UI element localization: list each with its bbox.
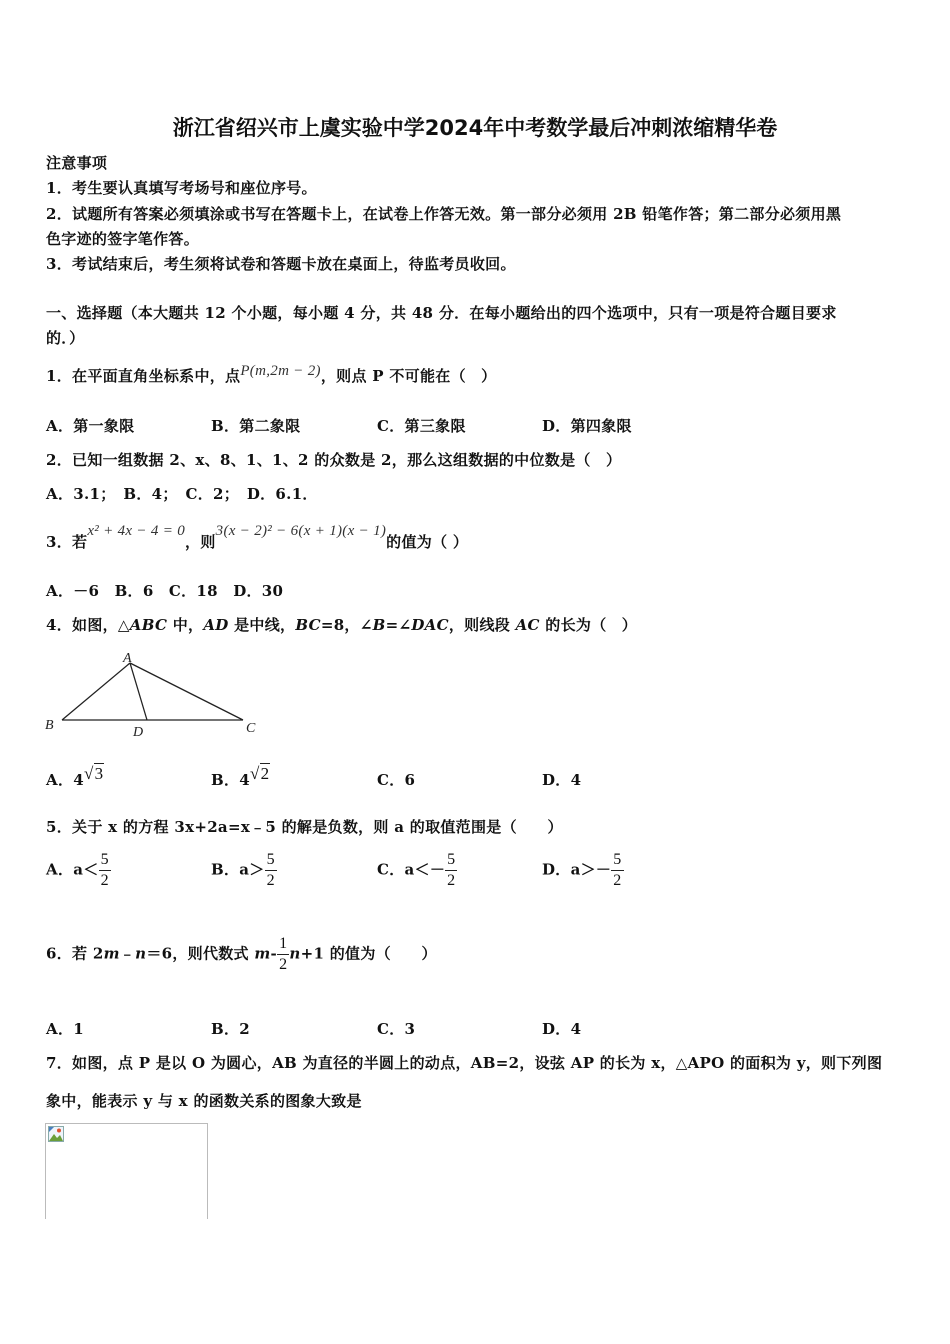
- q5-option-d: [542, 850, 624, 891]
- q6-var-n2: n: [289, 944, 301, 963]
- q4-var-bc: BC: [295, 616, 321, 634]
- notice-item-1: 1．考生要认真填写考场号和座位序号。: [46, 179, 317, 197]
- q4-var-abc: ABC: [129, 616, 168, 634]
- question-3-formula-1: x² + 4x − 4 = 0: [87, 523, 186, 539]
- q1-option-b: B．第二象限: [211, 417, 301, 435]
- question-1-text-end: ，则点 P 不可能在（ ）: [320, 367, 497, 385]
- q5-option-c-text: C．a＜－: [377, 860, 446, 879]
- q4-option-d: D．4: [542, 771, 582, 789]
- fraction-five-halves: [611, 850, 623, 891]
- q4-option-b: [211, 764, 270, 790]
- q6-text-4: -: [270, 944, 278, 963]
- fraction-one-half: [277, 934, 289, 975]
- denominator: 2: [100, 872, 109, 889]
- q4-var-dac: DAC: [411, 616, 449, 634]
- numerator: 1: [277, 934, 289, 955]
- q4-option-a: [46, 764, 104, 790]
- q4-text-2: 中，: [167, 616, 204, 634]
- q5-option-b-text: B．a＞: [211, 860, 265, 879]
- question-3-text-mid: ，则: [185, 533, 216, 551]
- median-ad: [130, 663, 147, 720]
- denominator: 2: [266, 872, 275, 889]
- side-ab: [62, 663, 130, 720]
- broken-image-placeholder: [45, 1123, 208, 1219]
- q5-option-a: [46, 850, 111, 891]
- question-3-text-end: 的值为（ ）: [386, 533, 469, 551]
- question-1-text: 1．在平面直角坐标系中，点: [46, 367, 241, 385]
- sqrt-2: √2: [250, 764, 270, 783]
- q4-option-c: C．6: [377, 771, 416, 789]
- question-2: 2．已知一组数据 2、x、8、1、1、2 的众数是 2，那么这组数据的中位数是（ ）: [46, 451, 622, 469]
- page-title: 浙江省绍兴市上虞实验中学2024年中考数学最后冲刺浓缩精华卷: [172, 116, 778, 140]
- q6-var-m2: m: [254, 944, 271, 963]
- question-1: [46, 365, 496, 386]
- notice-heading: 注意事项: [46, 154, 108, 172]
- question-7-cont: 象中，能表示 y 与 x 的函数关系的图象大致是: [46, 1092, 362, 1110]
- q5-option-b: [211, 850, 277, 891]
- q1-option-d: D．第四象限: [542, 417, 632, 435]
- broken-image-icon: [48, 1126, 64, 1142]
- section-heading: 一、选择题（本大题共 12 个小题，每小题 4 分，共 48 分．在每小题给出的四个选项中，只有一项是符合题目要求: [46, 304, 837, 322]
- denominator: 2: [279, 956, 288, 973]
- label-c: C: [246, 721, 256, 736]
- q6-text-3: ＝6，则代数式: [146, 944, 255, 963]
- fraction-five-halves: [265, 850, 277, 891]
- question-1-formula: P(m,2m − 2): [240, 363, 321, 379]
- q5-option-d-text: D．a＞－: [542, 860, 612, 879]
- label-a: A: [123, 651, 132, 666]
- fraction-five-halves: [99, 850, 111, 891]
- numerator: 5: [99, 850, 111, 871]
- triangle-figure: [40, 646, 270, 742]
- q4-var-b: B: [372, 616, 386, 634]
- notice-item-3: 3．考试结束后，考生须将试卷和答题卡放在桌面上，待监考员收回。: [46, 255, 516, 273]
- side-ac: [130, 663, 243, 720]
- fraction-five-halves: [445, 850, 457, 891]
- q6-option-d: D．4: [542, 1020, 582, 1038]
- q5-option-c: [377, 850, 457, 891]
- numerator: 5: [445, 850, 457, 871]
- q5-option-a-text: A．a＜: [46, 860, 99, 879]
- q6-var-m: m: [103, 944, 120, 963]
- q6-option-c: C．3: [377, 1020, 416, 1038]
- q2-options: A．3.1； B．4； C．2； D．6.1．: [46, 485, 318, 503]
- sqrt-3: √3: [83, 764, 104, 783]
- question-4: [46, 614, 637, 635]
- q6-option-b: B．2: [211, 1020, 251, 1038]
- q6-text-5: +1 的值为（ ）: [300, 944, 437, 963]
- sqrt-3-radicand: 3: [94, 764, 104, 783]
- denominator: 2: [613, 872, 622, 889]
- question-5: 5．关于 x 的方程 3x+2a=x﹣5 的解是负数，则 a 的取值范围是（ ）: [46, 818, 563, 836]
- numerator: 5: [611, 850, 623, 871]
- notice-item-2-cont: 色字迹的签字笔作答。: [46, 230, 200, 248]
- numerator: 5: [265, 850, 277, 871]
- question-3-formula-2: 3(x − 2)² − 6(x + 1)(x − 1): [215, 523, 387, 539]
- label-d: D: [133, 725, 144, 740]
- q4-option-a-text: A．4: [46, 771, 84, 789]
- sqrt-2-radicand: 2: [260, 764, 270, 783]
- notice-item-2: 2．试题所有答案必须填涂或书写在答题卡上，在试卷上作答无效。第一部分必须用 2B 铅笔作答；第二部分必须用黑: [46, 205, 842, 223]
- q1-option-c: C．第三象限: [377, 417, 466, 435]
- label-b: B: [45, 718, 54, 733]
- q4-text-6: ，则线段: [448, 616, 516, 634]
- q6-text-1: 6．若 2: [46, 944, 104, 963]
- question-3-text: 3．若: [46, 533, 88, 551]
- q4-var-ac: AC: [515, 616, 540, 634]
- q4-text-1: 4．如图，△: [46, 616, 130, 634]
- q1-option-a: A．第一象限: [46, 417, 135, 435]
- q4-option-b-text: B．4: [211, 771, 251, 789]
- q3-options: A．－6 B．6 C．18 D．30: [46, 582, 284, 600]
- q4-var-ad: AD: [203, 616, 229, 634]
- question-6: [46, 934, 437, 975]
- denominator: 2: [447, 872, 456, 889]
- q6-option-a: A．1: [46, 1020, 84, 1038]
- q4-text-4: =8，∠: [320, 616, 373, 634]
- section-heading-cont: 的．）: [46, 329, 85, 347]
- question-3: [46, 523, 469, 552]
- q4-text-5: =∠: [385, 616, 412, 634]
- q4-text-3: 是中线，: [228, 616, 296, 634]
- question-7: 7．如图，点 P 是以 O 为圆心，AB 为直径的半圆上的动点，AB=2，设弦 AP 的长为 x，△APO 的面积为 y，则下列图: [46, 1054, 883, 1072]
- q6-text-2: ﹣: [119, 944, 136, 963]
- q4-text-7: 的长为（ ）: [539, 616, 638, 634]
- q6-var-n: n: [135, 944, 147, 963]
